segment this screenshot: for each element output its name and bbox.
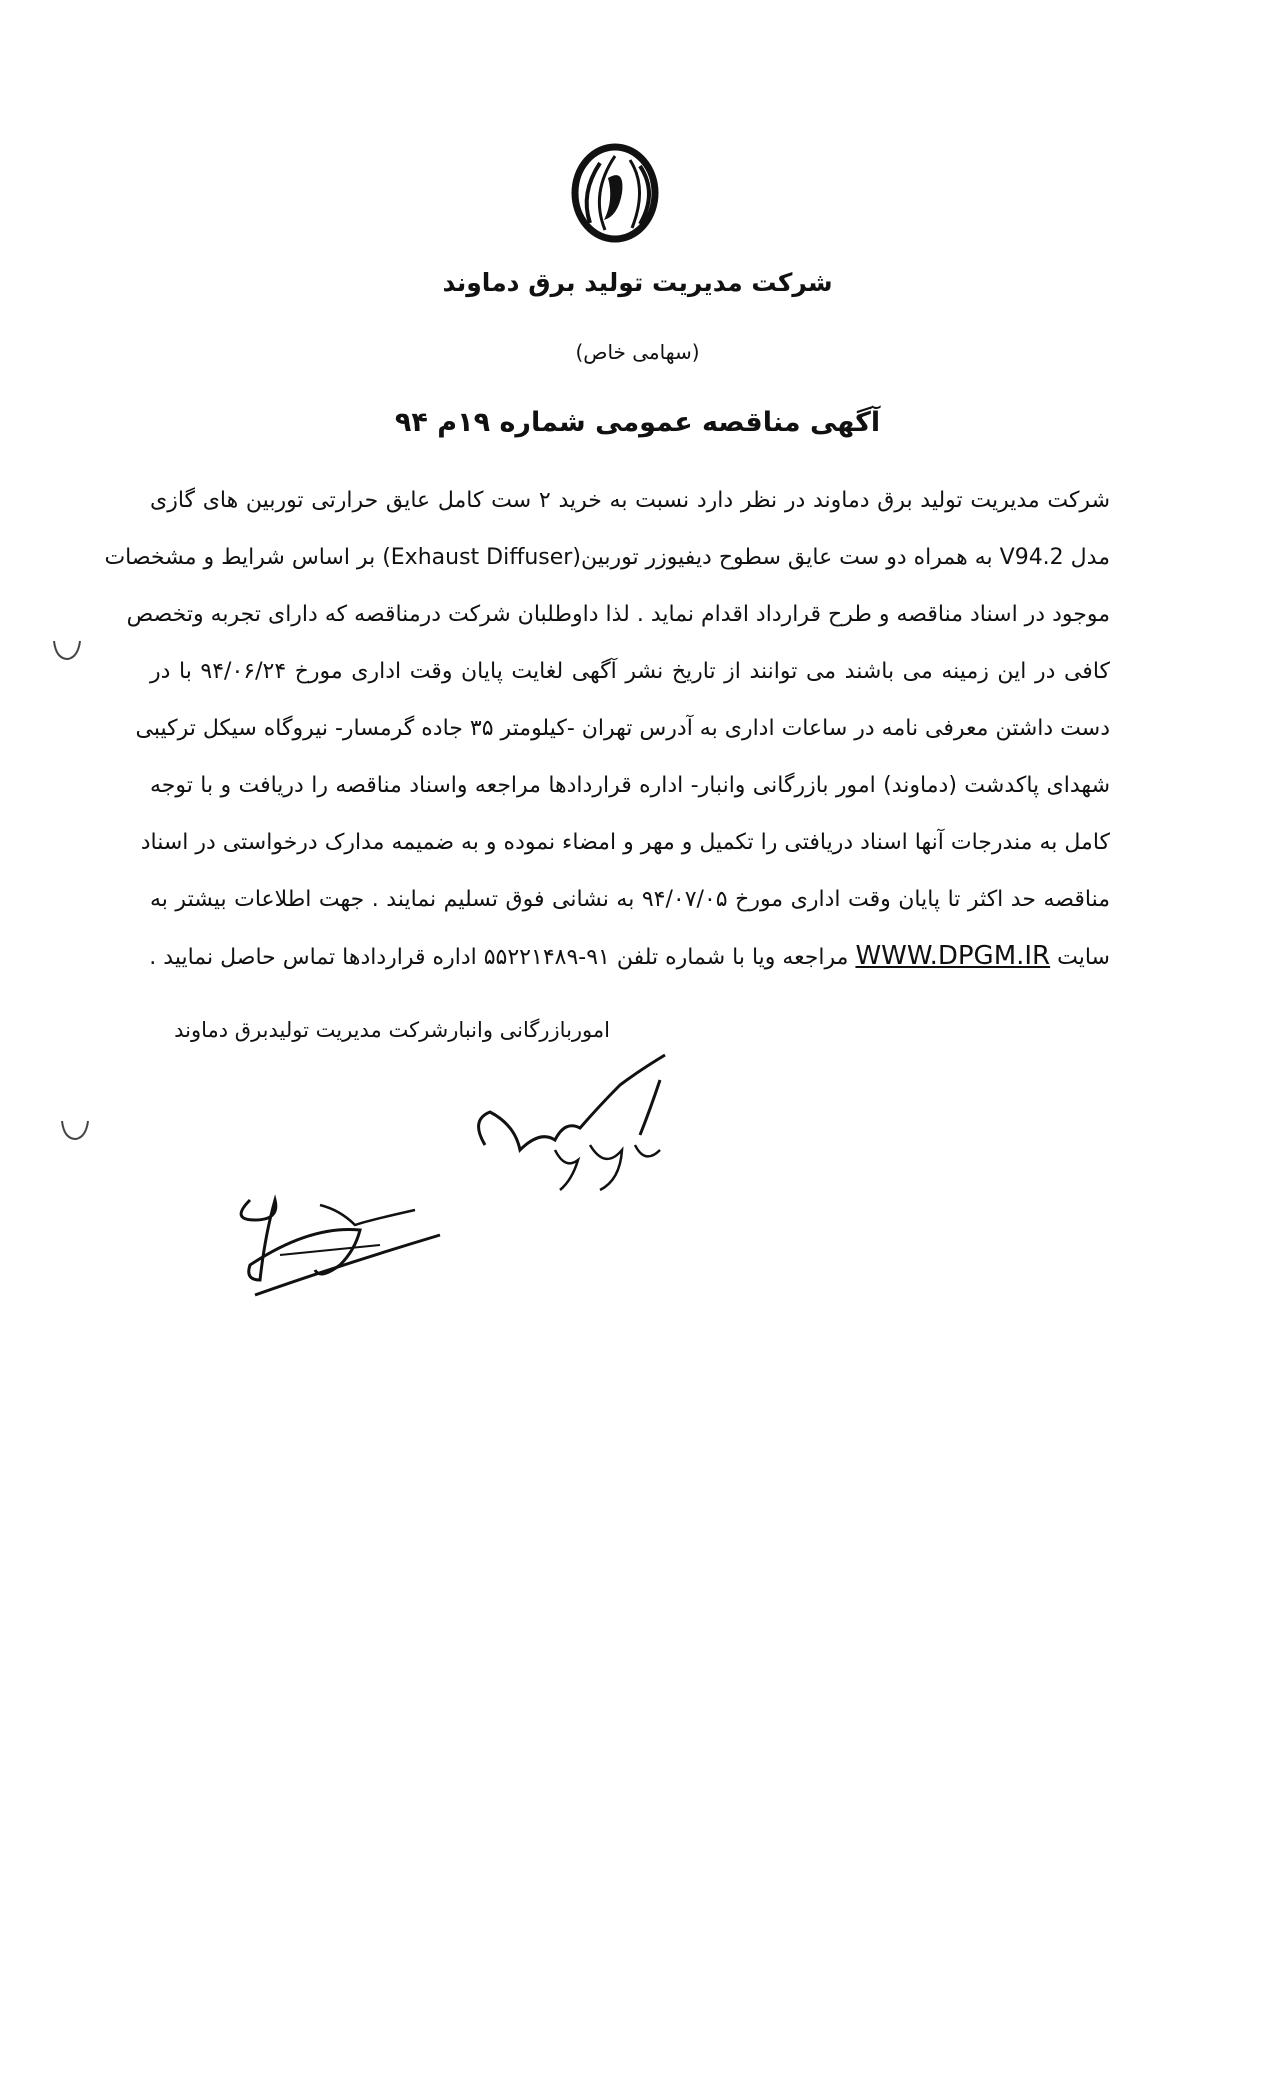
body-line: موجود در اسناد مناقصه و طرح قرارداد اقدام نماید . لذا داوطلبان شرکت درمناقصه که دارای تجربه وتخصص — [126, 602, 1110, 627]
punch-hole-icon — [50, 635, 84, 665]
body-line: کامل به مندرجات آنها اسناد دریافتی را تکمیل و مهر و امضاء نموده و به ضمیمه مدارک درخواستی در اسناد — [140, 830, 1110, 855]
handwritten-signatures — [220, 1050, 700, 1330]
contact-text: مراجعه ویا با شماره تلفن ۹۱-۵۵۲۲۱۴۸۹ اداره قراردادها تماس حاصل نمایید . — [149, 945, 849, 970]
body-line: شرکت مدیریت تولید برق دماوند در نظر دارد نسبت به خرید ۲ ست کامل عایق حرارتی توربین های گازی — [150, 488, 1111, 513]
company-type: (سهامی خاص) — [575, 340, 700, 364]
punch-hole-icon — [58, 1115, 92, 1145]
body-line: مناقصه حد اکثر تا پایان وقت اداری مورخ ۹۴/۰۷/۰۵ به نشانی فوق تسلیم نمایند . جهت اطلاعات بیشتر به — [150, 887, 1110, 912]
website-link[interactable]: WWW.DPGM.IR — [855, 941, 1051, 971]
company-name: شرکت مدیریت تولید برق دماوند — [442, 268, 833, 297]
body-line: شهدای پاکدشت (دماوند) امور بازرگانی وانبار- اداره قراردادها مراجعه واسناد مناقصه را دریافت و با توجه — [150, 773, 1110, 798]
company-logo-icon — [560, 138, 670, 248]
notice-title: آگهی مناقصه عمومی شماره ۱۹م ۹۴ — [394, 407, 881, 438]
signatory-department: اموربازرگانی وانبارشرکت مدیریت تولیدبرق دماوند — [174, 1018, 610, 1042]
site-label: سایت — [1057, 945, 1110, 970]
body-line-last — [150, 928, 1110, 985]
body-line: مدل V94.2 به همراه دو ست عایق سطوح دیفیوزر توربین(Exhaust Diffuser) بر اساس شرایط و مشخصات — [104, 545, 1110, 570]
body-line: کافی در این زمینه می باشند می توانند از تاریخ نشر آگهی لغایت پایان وقت اداری مورخ ۹۴/۰۶/۲۴ با در — [150, 659, 1111, 684]
body-line: دست داشتن معرفی نامه در ساعات اداری به آدرس تهران -کیلومتر ۳۵ جاده گرمسار- نیروگاه سیکل ترکیبی — [135, 716, 1110, 741]
notice-body — [104, 472, 1111, 985]
